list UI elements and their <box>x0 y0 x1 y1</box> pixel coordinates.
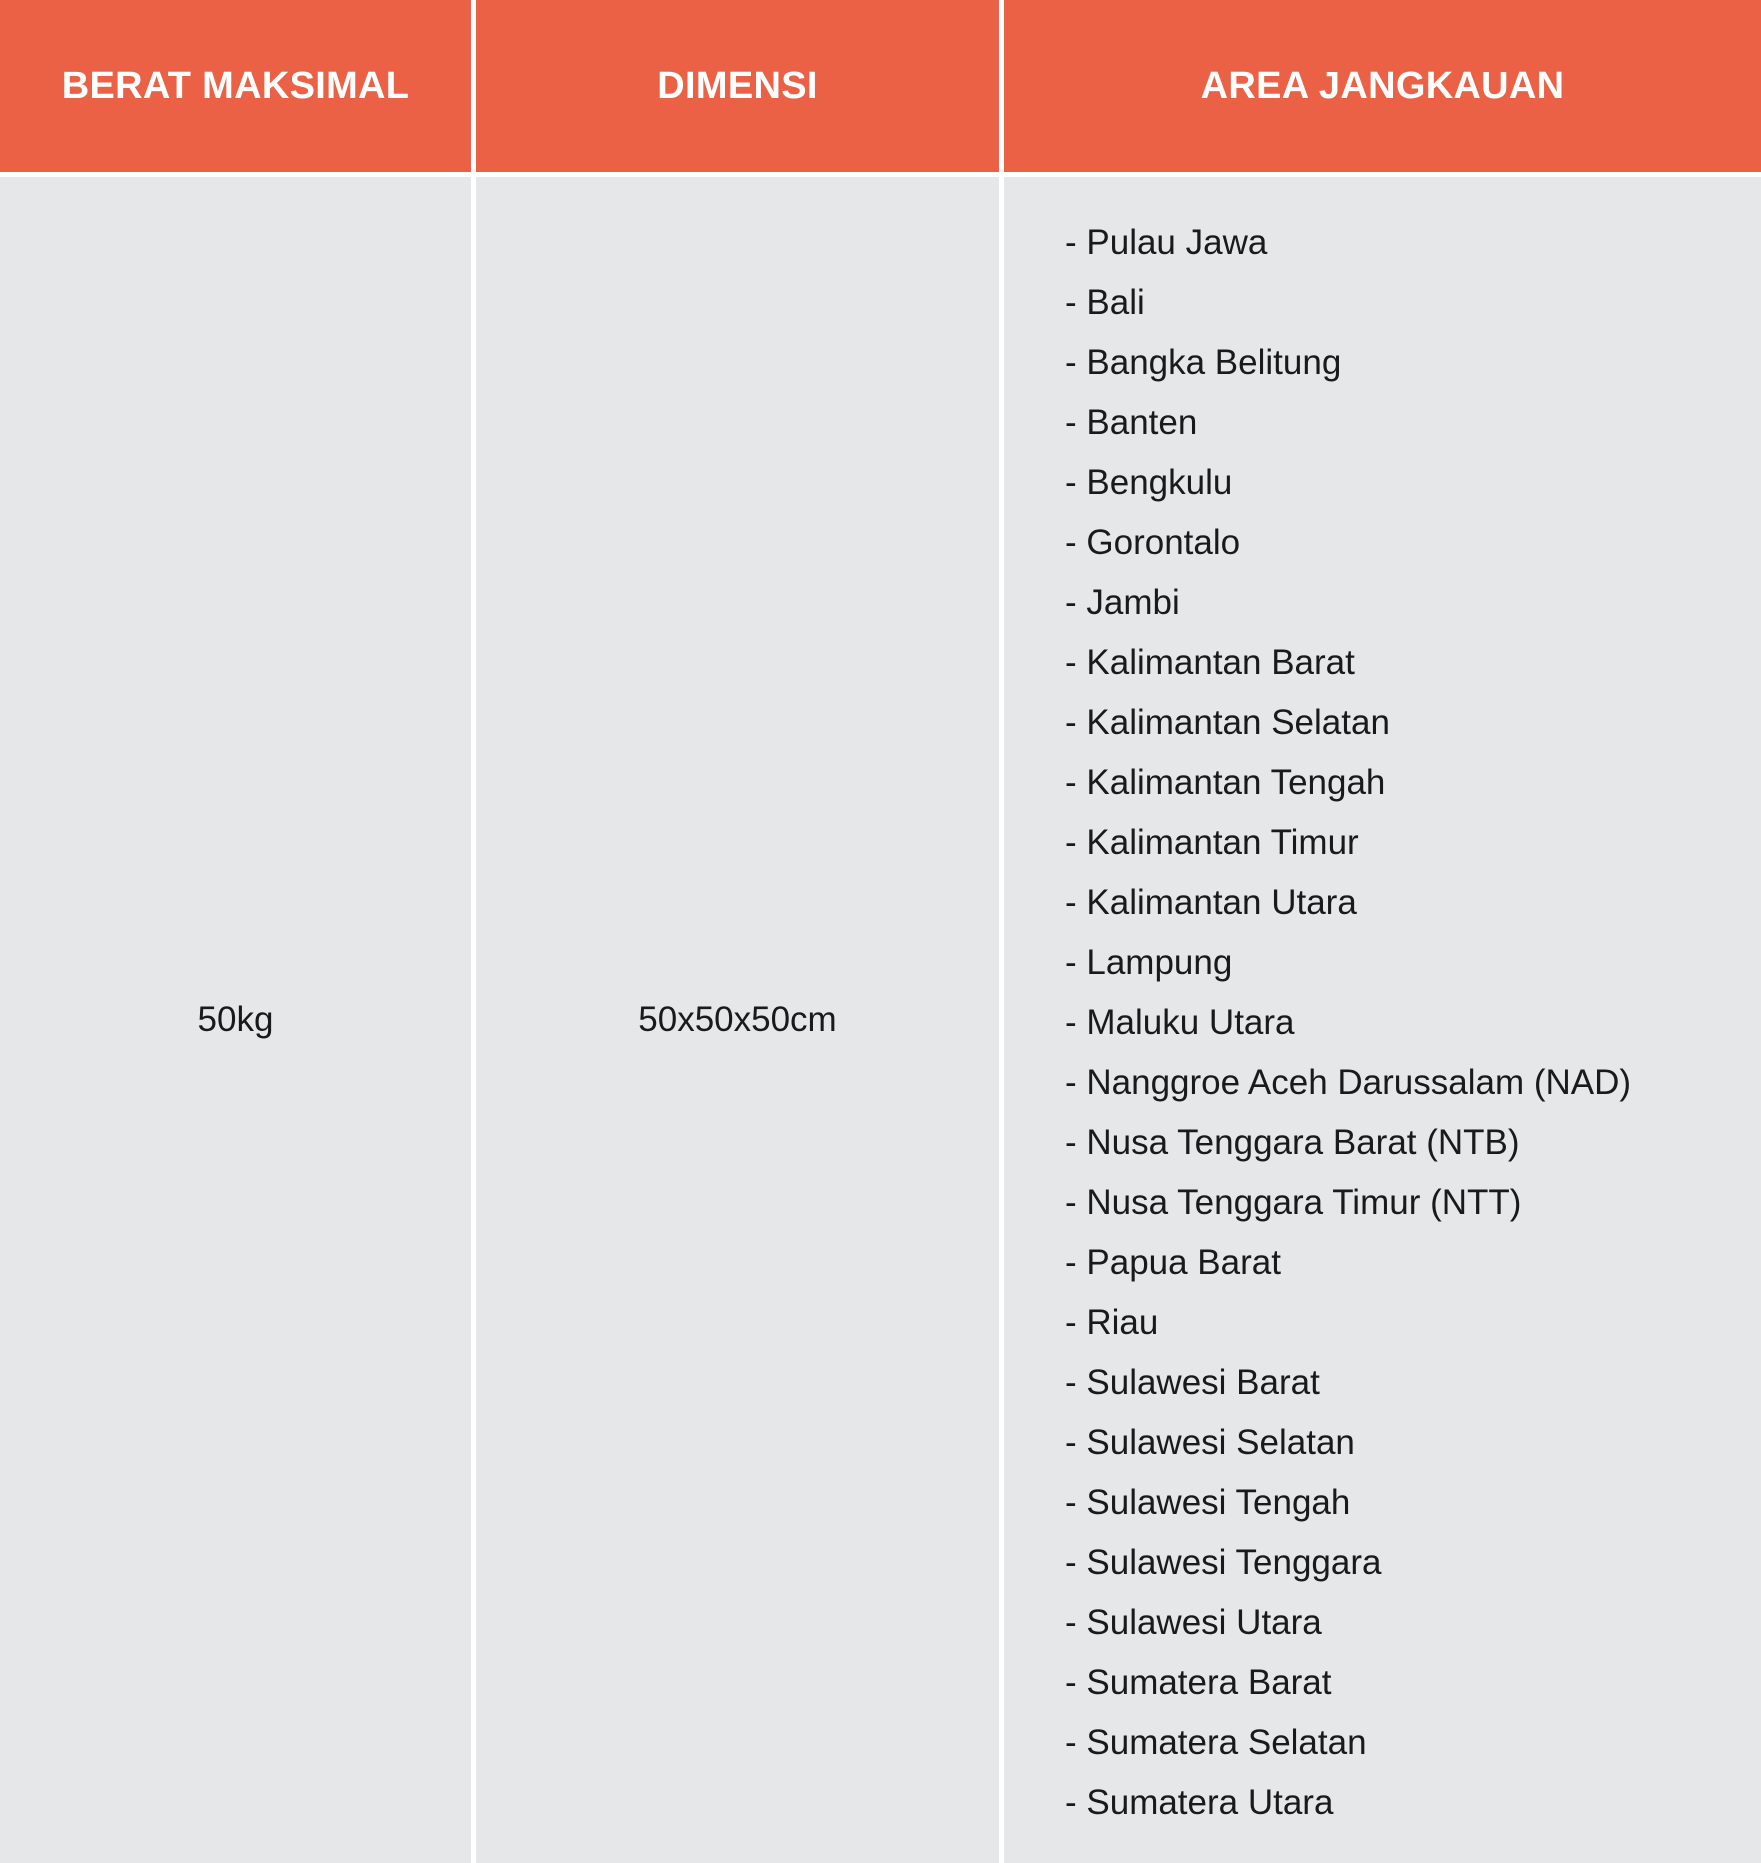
header-dimension: DIMENSI <box>476 0 1004 177</box>
area-item: - Kalimantan Timur <box>1065 823 1359 862</box>
area-item: - Nusa Tenggara Barat (NTB) <box>1065 1123 1520 1162</box>
area-item: - Kalimantan Selatan <box>1065 703 1390 742</box>
area-item: - Sulawesi Tengah <box>1065 1483 1351 1522</box>
area-item: - Bali <box>1065 283 1145 322</box>
area-item: - Papua Barat <box>1065 1243 1281 1282</box>
header-area: AREA JANGKAUAN <box>1004 0 1761 177</box>
area-item: - Lampung <box>1065 943 1233 982</box>
area-item: - Sulawesi Tenggara <box>1065 1543 1382 1582</box>
area-list <box>1004 177 1761 1833</box>
dimension-value: 50x50x50cm <box>638 1000 837 1039</box>
area-item: - Nanggroe Aceh Darussalam (NAD) <box>1065 1063 1632 1102</box>
area-item: - Gorontalo <box>1065 523 1241 562</box>
header-weight: BERAT MAKSIMAL <box>0 0 476 177</box>
area-item: - Sumatera Selatan <box>1065 1723 1367 1762</box>
area-item: - Riau <box>1065 1303 1159 1342</box>
area-item: - Kalimantan Barat <box>1065 643 1355 682</box>
area-item: - Maluku Utara <box>1065 1003 1295 1042</box>
area-item: - Sulawesi Selatan <box>1065 1423 1355 1462</box>
area-item: - Sulawesi Utara <box>1065 1603 1322 1642</box>
area-item: - Sumatera Utara <box>1065 1783 1334 1822</box>
weight-value: 50kg <box>197 1000 274 1039</box>
area-item: - Nusa Tenggara Timur (NTT) <box>1065 1183 1522 1222</box>
area-item: - Bangka Belitung <box>1065 343 1342 382</box>
area-item: - Bengkulu <box>1065 463 1233 502</box>
area-item: - Kalimantan Utara <box>1065 883 1357 922</box>
cell-area <box>1004 177 1761 1863</box>
area-item: - Sumatera Barat <box>1065 1663 1332 1702</box>
area-item: - Kalimantan Tengah <box>1065 763 1386 802</box>
area-item: - Jambi <box>1065 583 1180 622</box>
cell-weight <box>0 177 476 1863</box>
area-item: - Pulau Jawa <box>1065 223 1268 262</box>
area-item: - Sulawesi Barat <box>1065 1363 1320 1402</box>
area-item: - Banten <box>1065 403 1198 442</box>
cell-dimension <box>476 177 1004 1863</box>
